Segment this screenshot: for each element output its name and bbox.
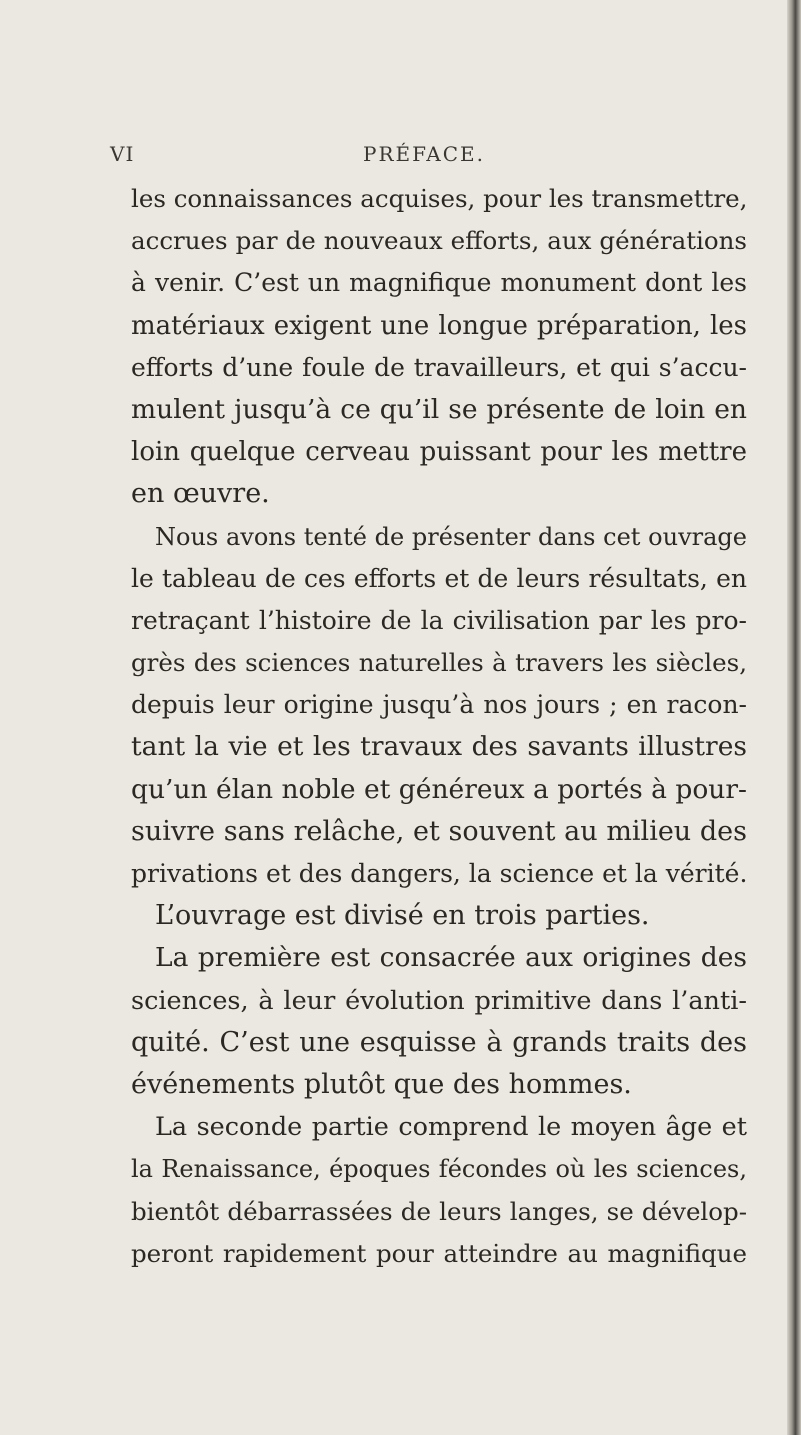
page-edge-shadow	[787, 0, 801, 1435]
text-line: La seconde partie comprend le moyen âge et	[155, 1112, 747, 1143]
text-line: peront rapidement pour atteindre au magnifique	[131, 1238, 747, 1268]
text-line: le tableau de ces efforts et de leurs résultats, en	[131, 563, 747, 593]
text-line: depuis leur origine jusqu’à nos jours ; en racon-	[131, 690, 747, 720]
text-line: efforts d’une foule de travailleurs, et qui s’accu-	[131, 352, 747, 382]
text-line: retraçant l’histoire de la civilisation par les pro-	[131, 605, 747, 635]
page-number: VI	[110, 142, 135, 166]
text-line: matériaux exigent une longue préparation, les	[131, 310, 747, 341]
text-line: L’ouvrage est divisé en trois parties.	[155, 900, 650, 932]
text-line: en œuvre.	[131, 478, 270, 510]
text-line: quité. C’est une esquisse à grands traits des	[131, 1026, 747, 1058]
text-line: grès des sciences naturelles à travers les siècles,	[131, 648, 747, 678]
text-line: événements plutôt que des hommes.	[131, 1068, 632, 1100]
body-text	[131, 178, 747, 1275]
text-line: loin quelque cerveau puissant pour les mettre	[131, 437, 747, 468]
text-line: suivre sans relâche, et souvent au milieu des	[131, 815, 747, 847]
text-line: qu’un élan noble et généreux a portés à pour-	[131, 773, 747, 805]
text-line: accrues par de nouveaux efforts, aux générations	[131, 226, 747, 256]
text-line: les connaissances acquises, pour les transmettre,	[131, 184, 748, 213]
text-line: privations et des dangers, la science et la vérité.	[131, 859, 748, 888]
text-line: tant la vie et les travaux des savants illustres	[131, 731, 747, 763]
page-header	[110, 142, 738, 172]
running-title: PRÉFACE.	[363, 142, 485, 166]
text-line: la Renaissance, époques fécondes où les sciences,	[131, 1155, 747, 1184]
text-line: sciences, à leur évolution primitive dans l’anti-	[131, 985, 747, 1016]
text-line: mulent jusqu’à ce qu’il se présente de loin en	[131, 393, 747, 425]
text-line: Nous avons tenté de présenter dans cet ouvrage	[155, 522, 747, 551]
text-line: La première est consacrée aux origines des	[155, 942, 747, 974]
text-line: bientôt débarrassées de leurs langes, se dévelop-	[131, 1196, 747, 1226]
text-line: à venir. C’est un magnifique monument dont les	[131, 268, 747, 298]
